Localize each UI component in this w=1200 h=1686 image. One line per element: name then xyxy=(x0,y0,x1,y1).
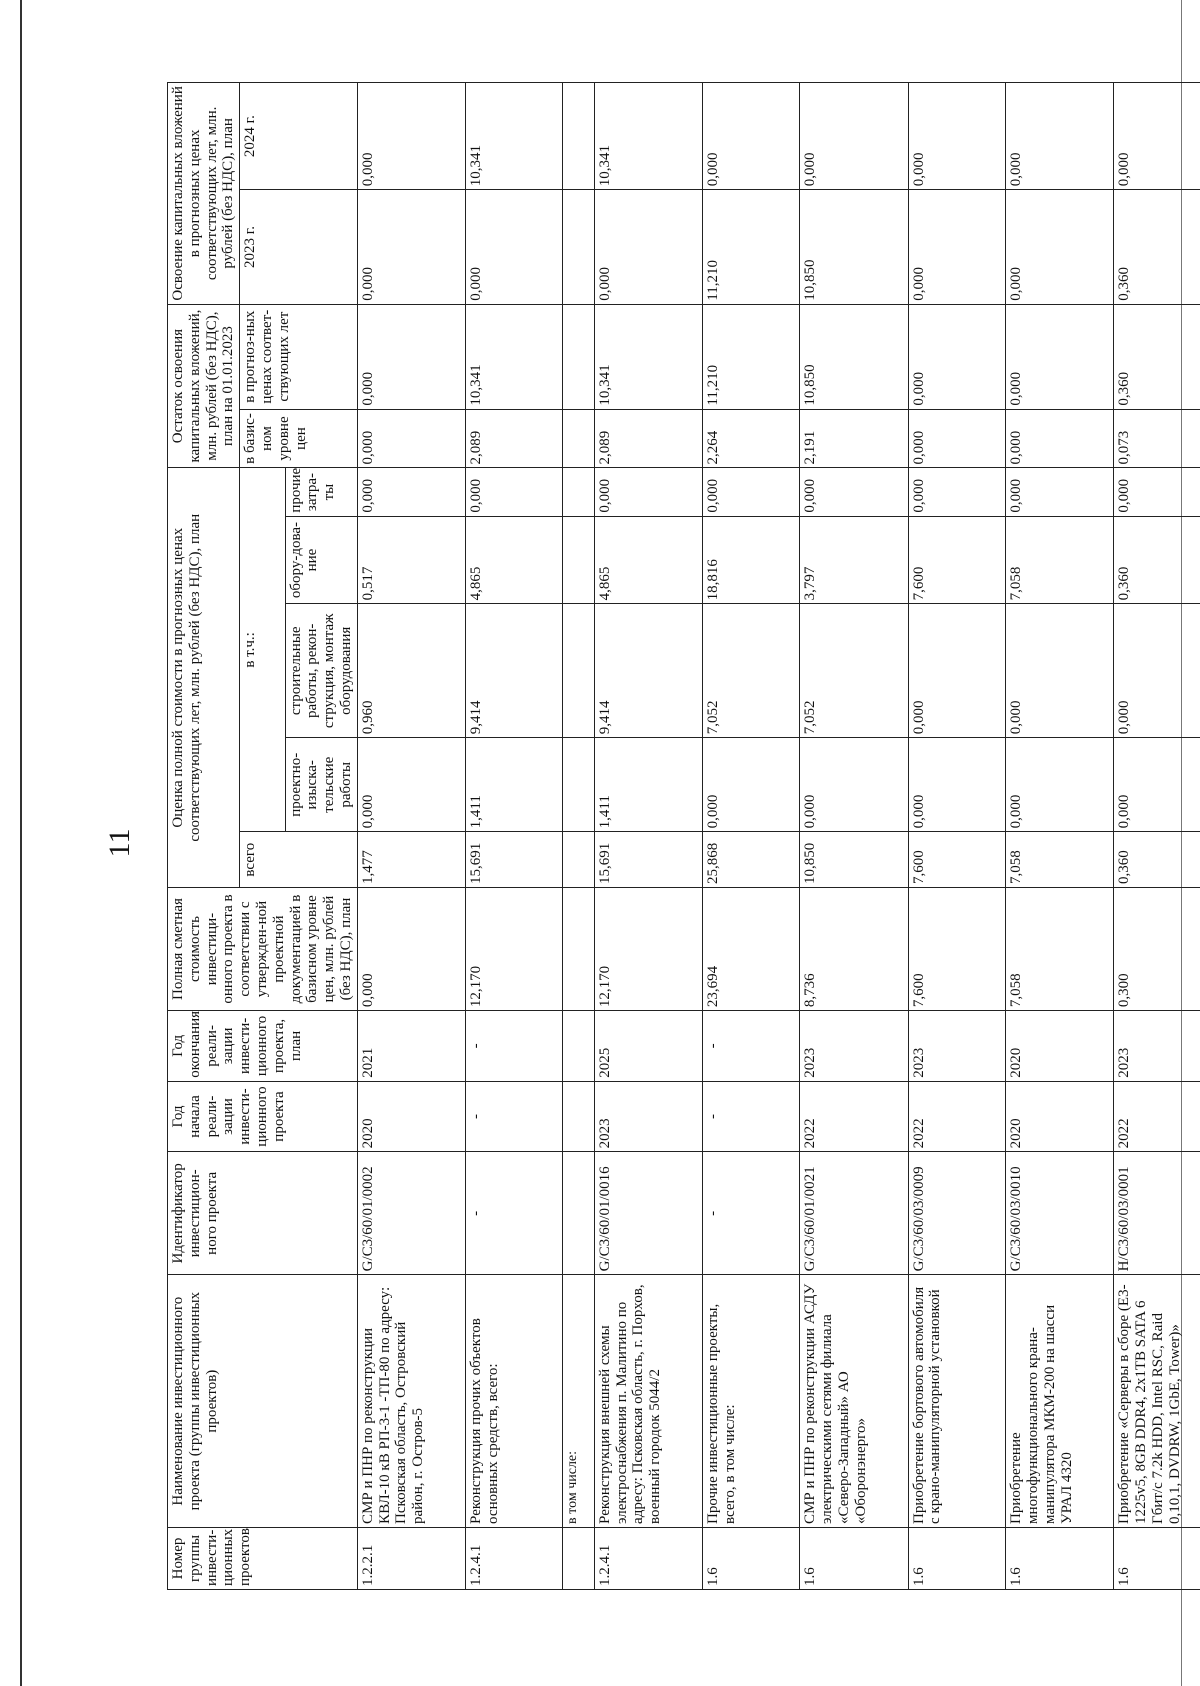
cell-full-cost: 8,736 xyxy=(800,888,908,1011)
cell-num: 1.2.4.1 xyxy=(594,1527,702,1589)
cell-est-total: 1,477 xyxy=(357,832,465,888)
cell-est-pir: 0,000 xyxy=(703,738,800,832)
cell-num: 1.6 xyxy=(908,1527,1005,1589)
cell-id: G/С3/60/03/0009 xyxy=(908,1152,1005,1275)
cell-2023: 0,000 xyxy=(357,190,465,305)
cell-est-total: 7,600 xyxy=(908,832,1005,888)
table-subheader-row xyxy=(563,83,594,1590)
cell-id: G/С3/60/03/0010 xyxy=(1006,1152,1114,1275)
header-remain-forecast: в прогноз-ных ценах соответ-ствующих лет xyxy=(240,304,358,409)
cell-remain-base: 2,089 xyxy=(594,409,702,468)
cell-full-cost: 7,600 xyxy=(908,888,1005,1011)
cell-remain-forecast: 10,850 xyxy=(800,304,908,409)
cell-est-other: 0,000 xyxy=(800,468,908,516)
header-estimate: Оценка полной стоимости в прогнозных ценах соответствующих лет, млн. рублей (без НДС), план xyxy=(168,468,240,888)
header-est-equipment: обору-дова-ние xyxy=(285,516,357,604)
cell-num: 1.6 xyxy=(1006,1527,1114,1589)
cell-name: Реконструкция прочих объектов основных средств, всего: xyxy=(465,1275,562,1528)
cell-2023: 0,360 xyxy=(1114,190,1200,305)
cell-remain-base: 0,000 xyxy=(357,409,465,468)
cell-est-other: 0,000 xyxy=(357,468,465,516)
table-row xyxy=(1114,83,1200,1590)
cell-est-equipment: 3,797 xyxy=(800,516,908,604)
cell-id: - xyxy=(465,1152,562,1275)
cell-est-pir: 1,411 xyxy=(594,738,702,832)
cell-year-end: 2020 xyxy=(1006,1011,1114,1082)
cell-year-start: 2022 xyxy=(1114,1081,1200,1152)
table-row xyxy=(594,83,702,1590)
header-est-other: прочие затра-ты xyxy=(285,468,357,516)
cell-name: Приобретение многофункционального крана-манипулятора МКМ-200 на шасси УРАЛ 4320 xyxy=(1006,1275,1114,1528)
cell-2024: 0,000 xyxy=(800,83,908,190)
cell-remain-forecast: 0,000 xyxy=(908,304,1005,409)
cell-name: Приобретение «Серверы в сборе (E3-1225v5, 8GB DDR4, 2x1TB SATA 6 Гбит/с 7.2k HDD, Intel RSC, Raid 0,10,1, DVDRW, 1GbE, Tower)» xyxy=(1114,1275,1200,1528)
header-est-total: всего xyxy=(240,832,358,888)
header-num: Номер группы инвести-ционных проектов xyxy=(168,1527,358,1589)
cell-year-start: 2022 xyxy=(800,1081,908,1152)
cell-full-cost: 23,694 xyxy=(703,888,800,1011)
cell-2024: 0,000 xyxy=(908,83,1005,190)
cell-2023: 0,000 xyxy=(465,190,562,305)
cell-2023: 10,850 xyxy=(800,190,908,305)
cell-est-smr: 9,414 xyxy=(465,604,562,738)
cell-est-smr: 0,000 xyxy=(1006,604,1114,738)
cell-est-smr: 0,000 xyxy=(908,604,1005,738)
cell-est-equipment: 7,600 xyxy=(908,516,1005,604)
cell-remain-base: 2,089 xyxy=(465,409,562,468)
header-year-end: Год окончания реали-зации инвести-ционного проекта, план xyxy=(168,1011,358,1082)
cell-year-end: 2023 xyxy=(908,1011,1005,1082)
cell-id: H/С3/60/03/0001 xyxy=(1114,1152,1200,1275)
cell-id: - xyxy=(703,1152,800,1275)
cell-remain-base: 0,073 xyxy=(1114,409,1200,468)
cell-name: СМР и ПНР по реконструкции КВЛ-10 кВ РП-3-1 -ТП-80 по адресу: Псковская область, Островский район, г. Остров-5 xyxy=(357,1275,465,1528)
cell-est-other: 0,000 xyxy=(465,468,562,516)
cell-num: 1.2.4.1 xyxy=(465,1527,562,1589)
table-row xyxy=(800,83,908,1590)
cell-est-equipment: 7,058 xyxy=(1006,516,1114,604)
header-year-start: Год начала реали-зации инвести-ционного проекта xyxy=(168,1081,358,1152)
cell-est-total: 0,360 xyxy=(1114,832,1200,888)
cell-2024: 10,341 xyxy=(465,83,562,190)
cell-full-cost: 0,300 xyxy=(1114,888,1200,1011)
cell-2023: 11,210 xyxy=(703,190,800,305)
header-name: Наименование инвестиционного проекта (группы инвестиционных проектов) xyxy=(168,1275,358,1528)
investment-projects-table xyxy=(167,82,1200,1590)
cell-2024: 0,000 xyxy=(703,83,800,190)
cell-full-cost: 12,170 xyxy=(465,888,562,1011)
cell-year-end: 2023 xyxy=(1114,1011,1200,1082)
cell-est-smr: 7,052 xyxy=(800,604,908,738)
cell-year-start: 2020 xyxy=(1006,1081,1114,1152)
header-id: Идентификатор инвестицион-ного проекта xyxy=(168,1152,358,1275)
cell-est-pir: 0,000 xyxy=(1006,738,1114,832)
cell-year-start: 2022 xyxy=(908,1081,1005,1152)
header-remain-base: в базис-ном уровне цен xyxy=(240,409,358,468)
cell-est-pir: 0,000 xyxy=(908,738,1005,832)
cell-name: СМР и ПНР по реконструкции АСДУ электрическими сетями филиала «Северо-Западный» АО «Оборонэнерго» xyxy=(800,1275,908,1528)
cell-est-other: 0,000 xyxy=(908,468,1005,516)
header-remain: Остаток освоения капитальных вложений, млн. рублей (без НДС), план на 01.01.2023 xyxy=(168,304,240,468)
cell-est-other: 0,000 xyxy=(703,468,800,516)
cell-est-total: 15,691 xyxy=(465,832,562,888)
cell-est-smr: 0,960 xyxy=(357,604,465,738)
cell-est-total: 7,058 xyxy=(1006,832,1114,888)
cell-est-smr: 7,052 xyxy=(703,604,800,738)
cell-subheader: в том числе: xyxy=(563,1275,594,1528)
cell-est-pir: 1,411 xyxy=(465,738,562,832)
cell-2024: 0,000 xyxy=(1006,83,1114,190)
cell-year-end: 2021 xyxy=(357,1011,465,1082)
cell-remain-base: 0,000 xyxy=(1006,409,1114,468)
cell-year-start: 2023 xyxy=(594,1081,702,1152)
cell-remain-base: 2,264 xyxy=(703,409,800,468)
table-row xyxy=(703,83,800,1590)
rotated-table-wrapper xyxy=(167,82,1199,1590)
header-year-2024: 2024 г. xyxy=(240,83,358,190)
cell-2023: 0,000 xyxy=(594,190,702,305)
table-row xyxy=(465,83,562,1590)
cell-remain-forecast: 0,000 xyxy=(1006,304,1114,409)
cell-est-equipment: 0,517 xyxy=(357,516,465,604)
cell-year-start: - xyxy=(465,1081,562,1152)
cell-est-other: 0,000 xyxy=(1006,468,1114,516)
cell-year-end: 2023 xyxy=(800,1011,908,1082)
cell-full-cost: 12,170 xyxy=(594,888,702,1011)
cell-year-start: 2020 xyxy=(357,1081,465,1152)
cell-remain-forecast: 0,360 xyxy=(1114,304,1200,409)
header-year-2023: 2023 г. xyxy=(240,190,358,305)
cell-est-equipment: 4,865 xyxy=(594,516,702,604)
cell-est-total: 15,691 xyxy=(594,832,702,888)
cell-est-total: 25,868 xyxy=(703,832,800,888)
cell-full-cost: 7,058 xyxy=(1006,888,1114,1011)
header-est-incl: в т.ч.: xyxy=(240,468,285,832)
cell-remain-forecast: 0,000 xyxy=(357,304,465,409)
cell-num xyxy=(563,1527,594,1589)
header-est-smr: строительные работы, рекон-струкция, монтаж оборудования xyxy=(285,604,357,738)
cell-est-other: 0,000 xyxy=(1114,468,1200,516)
cell-est-pir: 0,000 xyxy=(800,738,908,832)
cell-year-end: - xyxy=(703,1011,800,1082)
cell-full-cost: 0,000 xyxy=(357,888,465,1011)
page-number: 11 xyxy=(103,828,136,858)
cell-est-pir: 0,000 xyxy=(357,738,465,832)
cell-2024: 0,000 xyxy=(1114,83,1200,190)
cell-est-smr: 0,000 xyxy=(1114,604,1200,738)
table-row xyxy=(1006,83,1114,1590)
cell-year-start: - xyxy=(703,1081,800,1152)
cell-est-equipment: 0,360 xyxy=(1114,516,1200,604)
cell-remain-base: 0,000 xyxy=(908,409,1005,468)
cell-est-equipment: 18,816 xyxy=(703,516,800,604)
cell-num: 1.6 xyxy=(703,1527,800,1589)
cell-remain-forecast: 10,341 xyxy=(594,304,702,409)
cell-num: 1.6 xyxy=(1114,1527,1200,1589)
cell-num: 1.2.2.1 xyxy=(357,1527,465,1589)
cell-2023: 0,000 xyxy=(1006,190,1114,305)
cell-id: G/С3/60/01/0016 xyxy=(594,1152,702,1275)
cell-2024: 10,341 xyxy=(594,83,702,190)
cell-est-equipment: 4,865 xyxy=(465,516,562,604)
cell-est-pir: 0,000 xyxy=(1114,738,1200,832)
cell-num: 1.6 xyxy=(800,1527,908,1589)
cell-remain-base: 2,191 xyxy=(800,409,908,468)
cell-est-smr: 9,414 xyxy=(594,604,702,738)
cell-name: Реконструкция внешней схемы электроснабжения п. Малитино по адресу: Псковская область, г. Порхов, военный городок 5044/2 xyxy=(594,1275,702,1528)
cell-id: G/С3/60/01/0002 xyxy=(357,1152,465,1275)
cell-year-end: - xyxy=(465,1011,562,1082)
cell-year-end: 2025 xyxy=(594,1011,702,1082)
header-full-cost: Полная сметная стоимость инвестици-онного проекта в соответствии с утвержден-ной проектной документацией в базисном уровне цен, млн. рублей (без НДС), план xyxy=(168,888,358,1011)
header-est-pir: проектно-изыска-тельские работы xyxy=(285,738,357,832)
cell-est-total: 10,850 xyxy=(800,832,908,888)
cell-2023: 0,000 xyxy=(908,190,1005,305)
cell-name: Прочие инвестиционные проекты, всего, в том числе: xyxy=(703,1275,800,1528)
header-development: Освоение капитальных вложений в прогнозных ценах соответствующих лет, млн. рублей (без НДС), план xyxy=(168,83,240,305)
cell-name: Приобретение бортового автомобиля с крано-манипуляторной установкой xyxy=(908,1275,1005,1528)
cell-remain-forecast: 10,341 xyxy=(465,304,562,409)
cell-remain-forecast: 11,210 xyxy=(703,304,800,409)
table-row xyxy=(908,83,1005,1590)
table-row xyxy=(357,83,465,1590)
cell-id: G/С3/60/01/0021 xyxy=(800,1152,908,1275)
scan-edge-left xyxy=(20,0,22,1686)
cell-est-other: 0,000 xyxy=(594,468,702,516)
cell-2024: 0,000 xyxy=(357,83,465,190)
